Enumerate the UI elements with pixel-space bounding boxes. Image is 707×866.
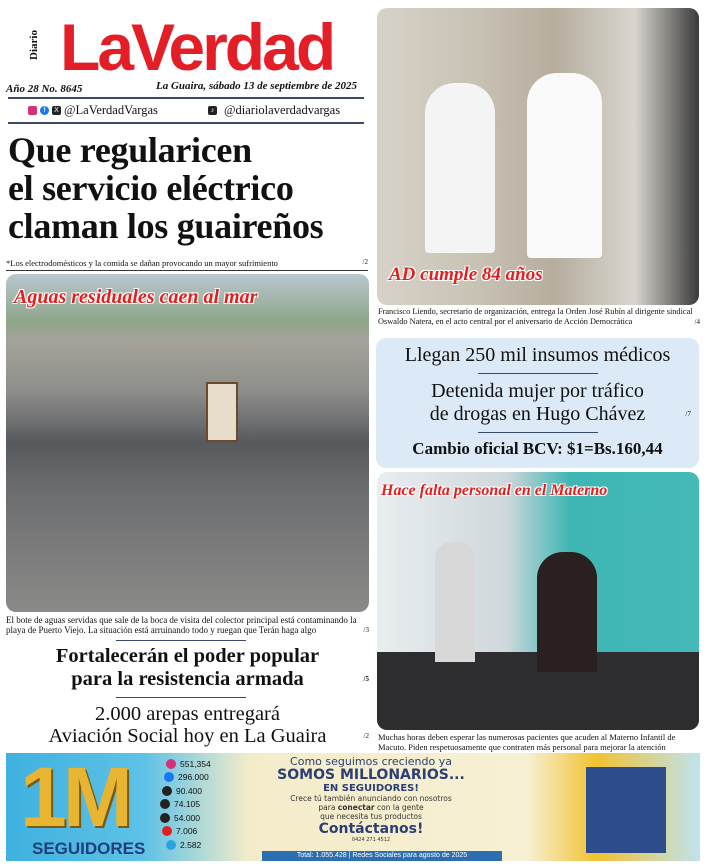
stat-value: 2.582 <box>180 839 202 850</box>
brief-medical-supplies[interactable]: Llegan 250 mil insumos médicos <box>404 344 671 366</box>
contact-cta[interactable]: Contáctanos! <box>318 821 424 837</box>
advert-seguidores: SEGUIDORES <box>32 839 146 858</box>
ad-anniversary-caption: Francisco Liendo, secretario de organización, entrega la Orden José Rubín al dirigente sindical Oswaldo Natera, en el acto central por el aniversario de Acción Democrática /4 <box>378 307 700 326</box>
diario-label: Diario <box>28 30 40 60</box>
story-headline[interactable] <box>6 703 369 747</box>
headline-line: de drogas en Hugo Chávez <box>429 403 646 425</box>
social-handle-text: @LaVerdadVargas <box>64 103 158 117</box>
materno-photo[interactable] <box>377 472 699 730</box>
newspaper-logo: LaVerdad <box>60 10 334 84</box>
divider <box>116 697 246 698</box>
advert-1m: 1M <box>20 753 129 844</box>
main-subhead: *Los electrodomésticos y la comida se dañan provocando un mayor sufrimiento /2 <box>6 258 368 268</box>
divider <box>478 432 598 433</box>
person-figure <box>435 542 475 662</box>
photo-title: Aguas residuales caen al mar <box>14 286 258 308</box>
divider <box>6 270 368 271</box>
briefs-box <box>376 338 699 468</box>
telegram-icon <box>166 840 176 850</box>
page-ref: /7 <box>685 410 691 418</box>
x-icon <box>160 799 170 809</box>
divider <box>8 122 364 124</box>
stat-value: 7.006 <box>176 826 198 837</box>
social-handle-right[interactable] <box>208 103 340 118</box>
tiktok-icon: ♪ <box>208 106 217 115</box>
advert-text: Como seguimos creciendo ya SOMOS MILLONARIOS... EN SEGUIDORES! Crece tú también anunciando con nosotros para conectar con la gente que necesita tus productos Contáctanos! 0424 271 4512 <box>246 755 496 843</box>
headline-line: Que regularicen <box>8 130 252 170</box>
divider <box>116 640 246 641</box>
person-figure <box>537 552 597 672</box>
page-ref: /2 <box>363 732 369 740</box>
follower-stats <box>156 757 211 852</box>
sign-board <box>206 382 238 442</box>
headline-line: Aviación Social hoy en La Guaira <box>48 725 327 747</box>
sewage-photo[interactable] <box>6 274 369 612</box>
headline-line: el servicio eléctrico <box>8 168 294 208</box>
issue-date: La Guaira, sábado 13 de septiembre de 2025 <box>156 80 358 92</box>
stat-value: 296.000 <box>178 772 209 783</box>
story-headline[interactable] <box>6 645 369 691</box>
threads-icon <box>162 786 172 796</box>
person-figure <box>527 73 602 258</box>
stat-value: 54.000 <box>174 812 200 823</box>
stat-value: 551,354 <box>180 758 211 769</box>
social-handle-left[interactable] <box>28 103 158 118</box>
ad-anniversary-photo[interactable] <box>377 8 699 305</box>
materno-caption: Muchas horas deben esperar las numerosas pacientes que acuden al Materno Infantil de Macuto. Piden respetuosamente que contraten más personal para mejorar la atención <box>378 732 676 752</box>
facebook-icon <box>164 772 174 782</box>
social-handle-text: @diariolaverdadvargas <box>224 103 341 117</box>
brief-exchange-rate[interactable]: Cambio oficial BCV: $1=Bs.160,44 <box>412 439 663 458</box>
page-ref: /5 <box>363 675 369 683</box>
brief-drug-arrest[interactable] <box>376 380 699 426</box>
youtube-icon <box>162 826 172 836</box>
facebook-icon: f <box>40 106 49 115</box>
sewage-caption: El bote de aguas servidas que sale de la boca de visita del colector principal está contaminando la playa de Puerto Viejo. La situación está arruinando todo y ruegan que Terán haga algo /3 <box>6 615 369 635</box>
x-icon: X <box>52 106 61 115</box>
headline-line: 2.000 arepas entregará <box>95 703 280 725</box>
instagram-icon <box>166 759 176 769</box>
person-figure <box>425 83 495 253</box>
headline-line: Detenida mujer por tráfico <box>431 380 644 402</box>
followers-advert[interactable] <box>6 753 700 861</box>
headline-line: para la resistencia armada <box>71 668 304 690</box>
page-ref: /2 <box>362 258 368 266</box>
phone-number: 0424 271 4512 <box>351 837 391 843</box>
issue-number: Año 28 No. 8645 <box>6 83 83 95</box>
photo-title: AD cumple 84 años <box>389 264 543 285</box>
advert-total: Total: 1.055.428 | Redes Sociales para agosto de 2025 <box>262 851 502 861</box>
instagram-icon <box>28 106 37 115</box>
divider <box>478 373 598 374</box>
headline-line: claman los guaireños <box>8 206 324 246</box>
headline-line: Fortalecerán el poder popular <box>55 645 320 667</box>
photo-title: Hace falta personal en el Materno <box>381 482 608 499</box>
stat-value: 74.105 <box>174 799 200 810</box>
main-headline[interactable] <box>8 131 323 245</box>
divider <box>8 97 364 99</box>
tiktok-icon <box>160 813 170 823</box>
castle-illustration <box>586 767 666 853</box>
stat-value: 90.400 <box>176 785 202 796</box>
